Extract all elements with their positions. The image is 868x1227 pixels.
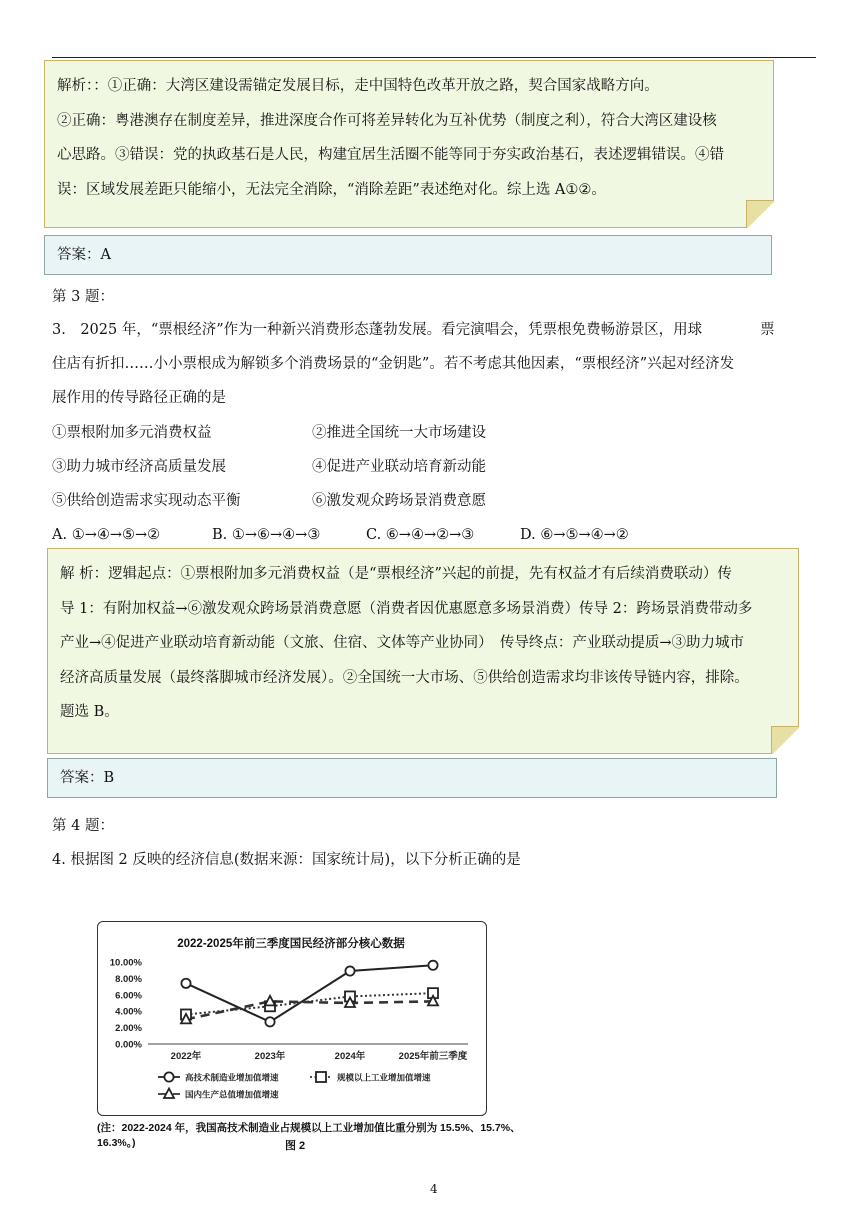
item-1: ①票根附加多元消费权益 xyxy=(52,425,212,441)
page-fold-corner xyxy=(772,727,800,755)
stem-line: 3. 2025 年，“票根经济”作为一种新兴消费形态蓬勃发展。看完演唱会，凭票根免费畅游景区，用球 票 xyxy=(52,322,775,338)
analysis-line: 误：区域发展差距只能缩小，无法完全消除，“消除差距”表述绝对化。综上选 A①②。 xyxy=(57,181,606,198)
x-tick-label: 2022年 xyxy=(170,1051,202,1062)
analysis-note-q2 xyxy=(44,60,774,228)
stem-line: 住店有折扣……小小票根成为解锁多个消费场景的“金钥匙”。若不考虑其他因素，“票根经济”兴起对经济发 xyxy=(52,356,735,372)
legend-label: 国内生产总值增加值增速 xyxy=(185,1089,279,1100)
data-point xyxy=(265,1017,274,1026)
x-tick-label: 2024年 xyxy=(334,1051,366,1062)
analysis-note-q3 xyxy=(47,548,799,754)
series-line xyxy=(186,1001,433,1019)
page-fold-corner xyxy=(747,201,775,229)
figure-label: 图 2 xyxy=(285,1140,306,1152)
question-stem: 4. 根据图 2 反映的经济信息(数据来源：国家统计局)，以下分析正确的是 xyxy=(52,852,521,868)
y-tick-label: 6.00% xyxy=(115,990,142,1002)
y-tick-label: 0.00% xyxy=(115,1039,142,1051)
page-number: 4 xyxy=(430,1182,438,1196)
answer-box-q2: 答案：A xyxy=(44,235,772,275)
item-5: ⑤供给创造需求实现动态平衡 xyxy=(52,493,241,509)
legend-label: 规模以上工业增加值增速 xyxy=(337,1072,431,1083)
item-2: ②推进全国统一大市场建设 xyxy=(312,425,486,441)
y-tick-label: 4.00% xyxy=(115,1006,142,1018)
chart-frame xyxy=(97,921,487,1116)
data-point xyxy=(345,966,354,975)
analysis-line: 解 析：逻辑起点：①票根附加多元消费权益（是“票根经济”兴起的前提，先有权益才有后续消费联动）传 xyxy=(60,566,732,582)
analysis-line: ②正确：粤港澳存在制度差异，推进深度合作可将差异转化为互补优势（制度之利），符合大湾区建设核 xyxy=(57,112,717,129)
chart-title: 2022-2025年前三季度国民经济部分核心数据 xyxy=(177,938,405,950)
analysis-line: 经济高质量发展（最终落脚城市经济发展）。②全国统一大市场、⑤供给创造需求均非该传导链内容，排除。 xyxy=(60,669,749,686)
legend-label: 高技术制造业增加值增速 xyxy=(185,1072,279,1083)
question-heading: 第 3 题： xyxy=(52,289,114,305)
line-chart xyxy=(98,922,485,1114)
y-tick-label: 10.00% xyxy=(109,957,142,969)
top-rule xyxy=(52,57,816,58)
data-point xyxy=(164,1089,174,1099)
item-6: ⑥激发观众跨场景消费意愿 xyxy=(312,493,486,509)
series-line xyxy=(186,965,433,1022)
option-d: D. ⑥→⑤→④→② xyxy=(520,527,629,543)
answer-box-q3: 答案：B xyxy=(47,758,777,798)
option-c: C. ⑥→④→②→③ xyxy=(366,527,475,543)
question-stem xyxy=(52,313,818,415)
data-point xyxy=(164,1072,173,1081)
question-heading: 第 4 题： xyxy=(52,818,114,834)
analysis-line: 导 1：有附加权益→⑥激发观众跨场景消费意愿（消费者因优惠愿意多场景消费）传导 2：跨场景消费带动多 xyxy=(60,600,753,617)
data-point xyxy=(316,1072,326,1082)
y-tick-label: 2.00% xyxy=(115,1023,142,1035)
option-a: A. ①→④→⑤→② xyxy=(52,527,161,543)
option-b: B. ①→⑥→④→③ xyxy=(212,527,321,543)
y-tick-label: 8.00% xyxy=(115,973,142,985)
x-tick-label: 2025年前三季度 xyxy=(398,1051,468,1062)
data-point xyxy=(181,979,190,988)
data-point xyxy=(265,996,275,1006)
analysis-line: 心思路。③错误：党的执政基石是人民，构建宜居生活圈不能等同于夯实政治基石，表述逻辑错误。④错 xyxy=(57,147,724,163)
x-tick-label: 2023年 xyxy=(254,1051,286,1062)
data-point xyxy=(428,961,437,970)
analysis-line: 产业→④促进产业联动培育新动能（文旅、住宿、文体等产业协同） 传导终点：产业联动提质→③助力城市 xyxy=(60,635,745,651)
stem-line: 展作用的传导路径正确的是 xyxy=(52,390,226,406)
analysis-line: 解析：：①正确：大湾区建设需锚定发展目标，走中国特色改革开放之路，契合国家战略方向。 xyxy=(57,78,659,94)
item-4: ④促进产业联动培育新动能 xyxy=(312,459,486,475)
analysis-line: 题选 B。 xyxy=(60,704,119,720)
figure-footnote: (注：2022-2024 年，我国高技术制造业占规模以上工业增加值比重分别为 15.5%、15.7%、16.3%。) xyxy=(97,1122,521,1149)
item-3: ③助力城市经济高质量发展 xyxy=(52,459,226,475)
